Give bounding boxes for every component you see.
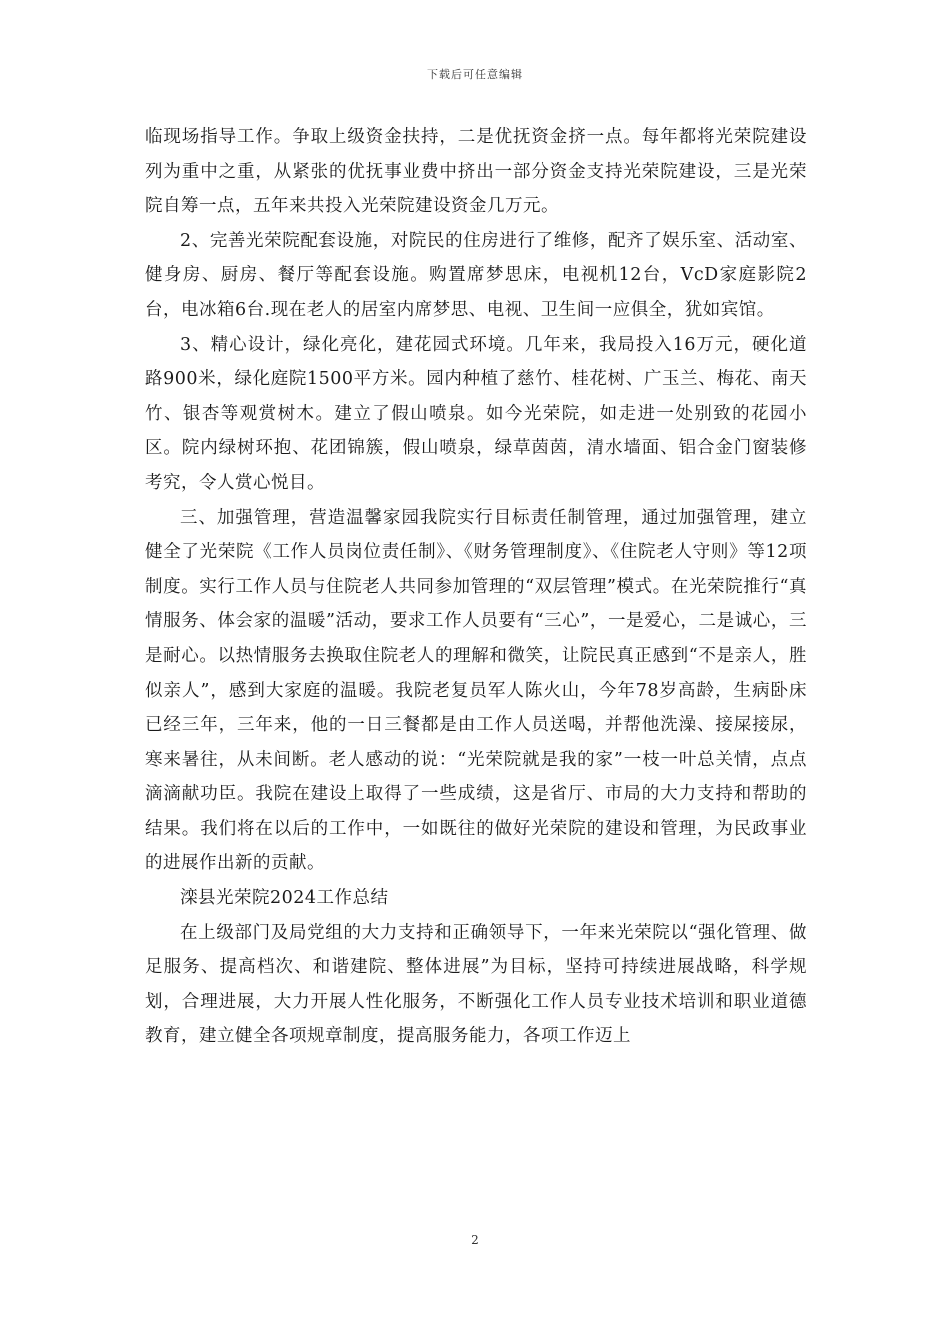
paragraph-greening: 3、精心设计，绿化亮化，建花园式环境。几年来，我局投入16万元，硬化道路900米，绿化庭院1500平方米。园内种植了慈竹、桂花树、广玉兰、梅花、南天竹、银杏等观赏树木。建立了假山喷泉。如今光荣院，如走进一处别致的花园小区。院内绿树环抱、花团锦簇，假山喷泉，绿草茵茵，清水墙面、铝合金门窗装修考究，令人赏心悦目。 <box>145 334 807 493</box>
page-number: 2 <box>471 1233 479 1247</box>
paragraph-facilities: 2、完善光荣院配套设施，对院民的住房进行了维修，配齐了娱乐室、活动室、健身房、厨房、餐厅等配套设施。购置席梦思床，电视机12台，VcD家庭影院2台，电冰箱6台.现在老人的居室内席梦思、电视、卫生间一应俱全，犹如宾馆。 <box>145 230 807 320</box>
document-body <box>145 120 807 1054</box>
paragraph-continuation: 临现场指导工作。争取上级资金扶持，二是优抚资金挤一点。每年都将光荣院建设列为重中之重，从紧张的优抚事业费中挤出一部分资金支持光荣院建设，三是光荣院自筹一点，五年来共投入光荣院建设资金几万元。 <box>145 127 807 217</box>
page-header: 下载后可任意编辑 <box>427 68 523 81</box>
paragraph-management: 三、加强管理，营造温馨家园我院实行目标责任制管理，通过加强管理，建立健全了光荣院《工作人员岗位责任制》、《财务管理制度》、《住院老人守则》等12项制度。实行工作人员与住院老人共同参加管理的“双层管理”模式。在光荣院推行“真情服务、体会家的温暖”活动，要求工作人员要有“三心”，一是爱心，二是诚心，三是耐心。以热情服务去换取住院老人的理解和微笑，让院民真正感到“不是亲人，胜似亲人”，感到大家庭的温暖。我院老复员军人陈火山，今年78岁高龄，生病卧床已经三年，三年来，他的一日三餐都是由工作人员送喝，并帮他洗澡、接屎接尿，寒来暑往，从未间断。老人感动的说：“光荣院就是我的家”一枝一叶总关情，点点滴滴献功臣。我院在建设上取得了一些成绩，这是省厅、市局的大力支持和帮助的结果。我们将在以后的工作中，一如既往的做好光荣院的建设和管理，为民政事业的进展作出新的贡献。 <box>145 507 807 874</box>
paragraph-summary: 在上级部门及局党组的大力支持和正确领导下，一年来光荣院以“强化管理、做足服务、提高档次、和谐建院、整体进展”为目标，坚持可持续进展战略，科学规划，合理进展，大力开展人性化服务，不断强化工作人员专业技术培训和职业道德教育，建立健全各项规章制度，提高服务能力，各项工作迈上 <box>145 922 807 1047</box>
section-title: 滦县光荣院2024工作总结 <box>180 888 389 909</box>
